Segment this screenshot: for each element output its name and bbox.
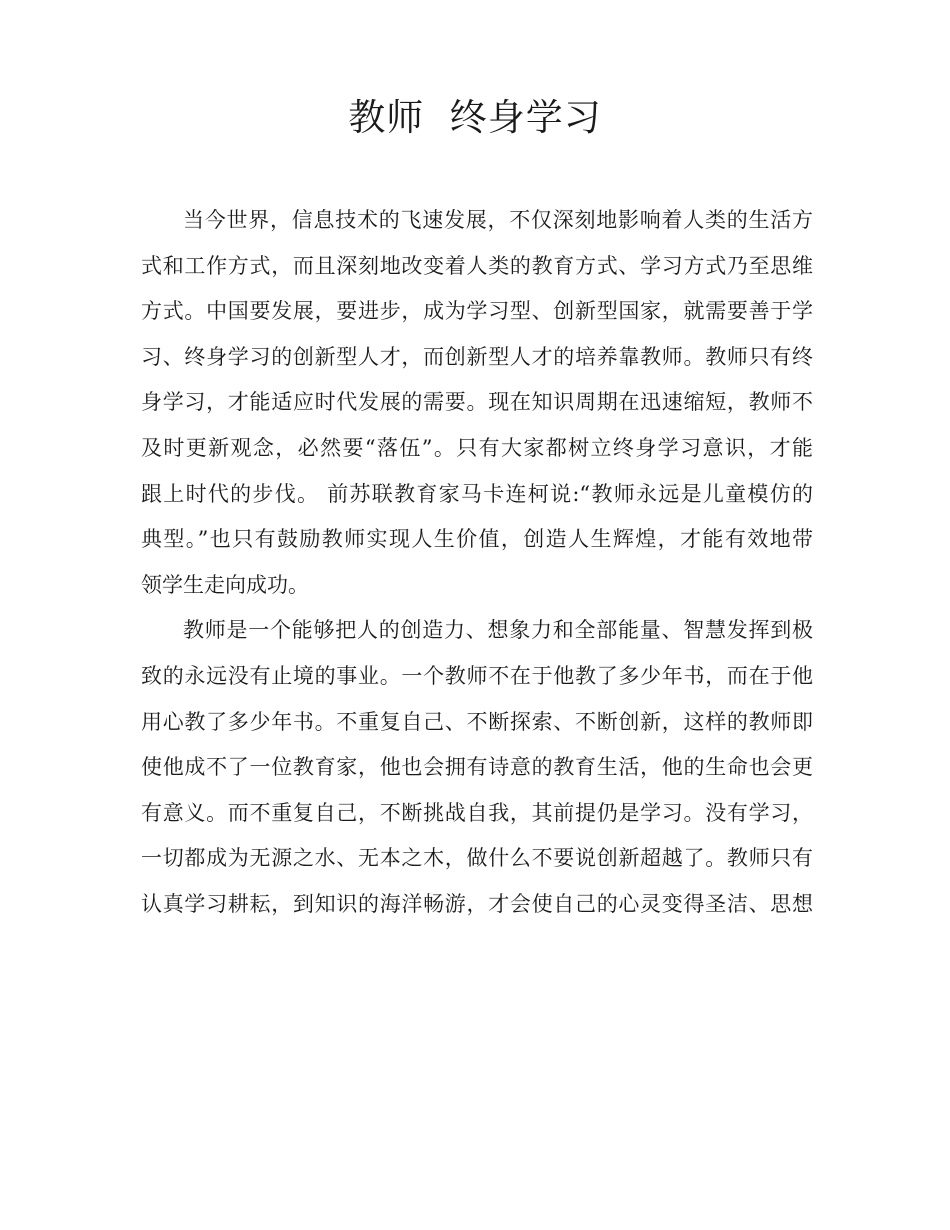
paragraph-line: 式和工作方式，而且深刻地改变着人类的教育方式、学习方式乃至思维 bbox=[141, 253, 813, 278]
paragraph-line: 习、终身学习的创新型人才，而创新型人才的培养靠教师。教师只有终 bbox=[141, 344, 813, 369]
paragraph-line: 一切都成为无源之水、无本之木，做什么不要说创新超越了。教师只有 bbox=[141, 846, 813, 871]
document-body bbox=[141, 198, 813, 928]
paragraph-line: 教师是一个能够把人的创造力、想象力和全部能量、智慧发挥到极 bbox=[183, 618, 813, 643]
paragraph-line: 致的永远没有止境的事业。一个教师不在于他教了多少年书，而在于他 bbox=[141, 663, 813, 688]
paragraph-2 bbox=[141, 608, 813, 927]
paragraph-line: 当今世界，信息技术的飞速发展，不仅深刻地影响着人类的生活方 bbox=[183, 208, 813, 232]
paragraph-1 bbox=[141, 198, 813, 608]
paragraph-line: 方式。中国要发展，要进步，成为学习型、创新型国家，就需要善于学 bbox=[141, 299, 813, 324]
paragraph-line: 及时更新观念，必然要“落伍”。只有大家都树立终身学习意识，才能 bbox=[141, 435, 813, 460]
paragraph-line: 身学习，才能适应时代发展的需要。现在知识周期在迅速缩短，教师不 bbox=[141, 390, 813, 415]
paragraph-line: 跟上时代的步伐。 前苏联教育家马卡连柯说:“教师永远是儿童模仿的 bbox=[141, 481, 813, 506]
document-title: 教师 终身学习 bbox=[348, 96, 602, 139]
paragraph-line: 使他成不了一位教育家，他也会拥有诗意的教育生活，他的生命也会更 bbox=[141, 755, 813, 780]
paragraph-line: 用心教了多少年书。不重复自己、不断探索、不断创新，这样的教师即 bbox=[141, 709, 813, 734]
paragraph-line: 领学生走向成功。 bbox=[141, 572, 309, 597]
paragraph-line: 有意义。而不重复自己，不断挑战自我，其前提仍是学习。没有学习， bbox=[141, 800, 813, 825]
paragraph-line: 认真学习耕耘，到知识的海洋畅游，才会使自己的心灵变得圣洁、思想 bbox=[141, 891, 813, 916]
paragraph-line: 典型。”也只有鼓励教师实现人生价值，创造人生辉煌，才能有效地带 bbox=[141, 527, 813, 552]
